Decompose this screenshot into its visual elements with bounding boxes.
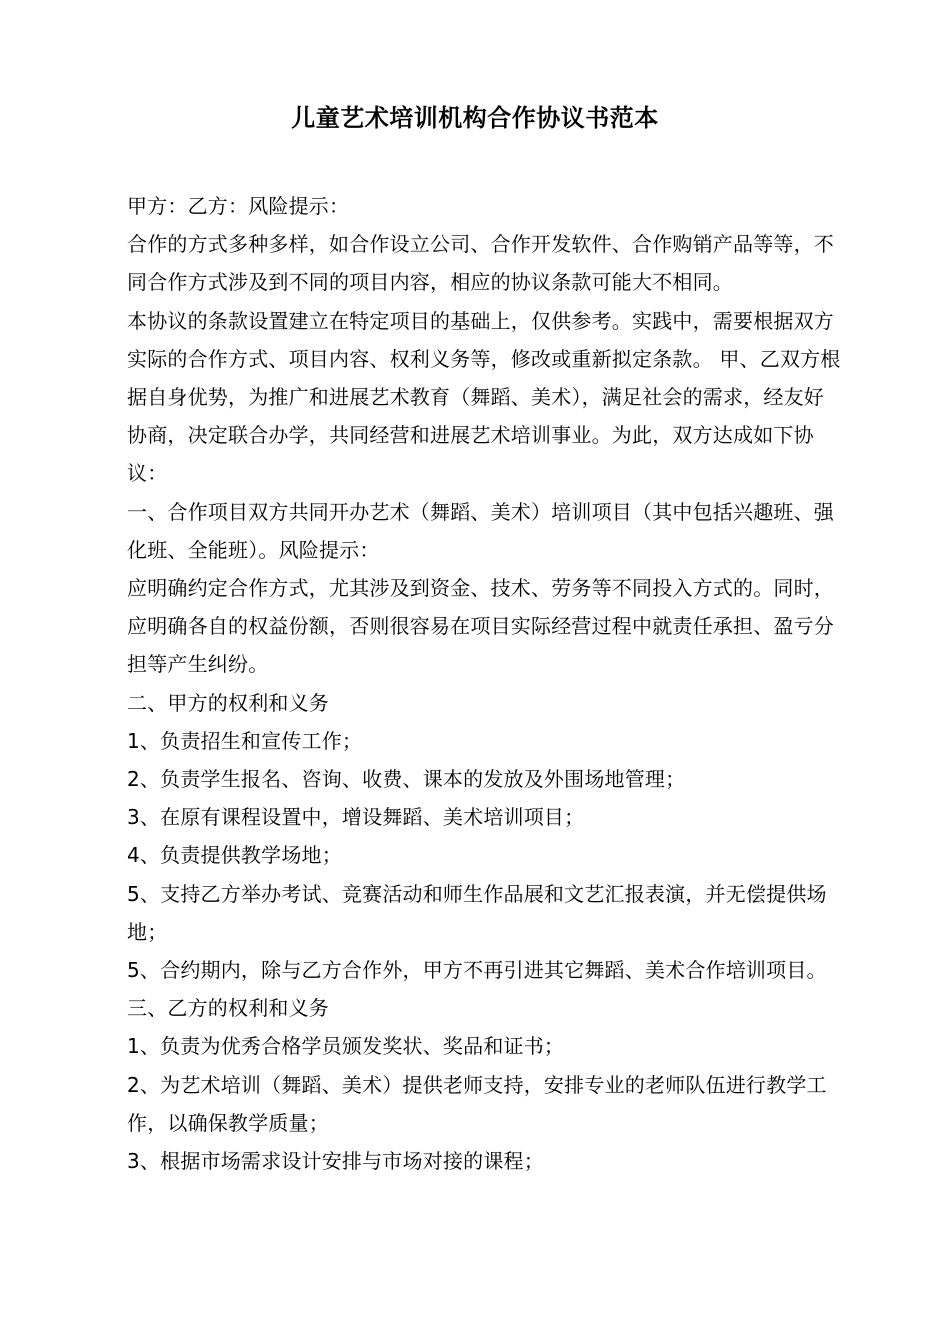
- list-item: 1、负责为优秀合格学员颁发奖状、奖品和证书；: [127, 1034, 565, 1059]
- list-item: 1、负责招生和宣传工作；: [127, 728, 363, 753]
- list-item: 3、根据市场需求设计安排与市场对接的课程；: [127, 1149, 544, 1174]
- list-item: 2、负责学生报名、咨询、收费、课本的发放及外围场地管理；: [127, 767, 686, 792]
- list-item: 5、合约期内，除与乙方合作外，甲方不再引进其它舞蹈、美术合作培训项目。: [127, 958, 827, 983]
- list-item: 2、为艺术培训（舞蹈、美术）提供老师支持，安排专业的老师队伍进行教学工作，以确保教学质量；: [127, 1072, 827, 1135]
- paragraph-section-1: 一、合作项目双方共同开办艺术（舞蹈、美术）培训项目（其中包括兴趣班、强化班、全能班）。风险提示：: [127, 499, 834, 562]
- list-item: 3、在原有课程设置中，增设舞蹈、美术培训项目；: [127, 805, 585, 830]
- section-heading-party-a: 二、甲方的权利和义务: [127, 690, 329, 715]
- paragraph-parties: 甲方：乙方：风险提示：: [127, 194, 350, 218]
- document-body: [127, 187, 842, 1180]
- document-title: 儿童艺术培训机构合作协议书范本: [291, 104, 659, 132]
- paragraph-risk-note: 应明确约定合作方式，尤其涉及到资金、技术、劳务等不同投入方式的。同时，应明确各自的权益份额，否则很容易在项目实际经营过程中就责任承担、盈亏分担等产生纠纷。: [127, 576, 834, 677]
- list-item: 4、负责提供教学场地；: [127, 843, 342, 868]
- paragraph-preamble: 本协议的条款设置建立在特定项目的基础上，仅供参考。实践中，需要根据双方实际的合作方式、项目内容、权利义务等，修改或重新拟定条款。 甲、乙双方根据自身优势，为推广和进展艺术教育（舞蹈、美术），满足社会的需求，经友好协商，决定联合办学，共同经营和进展艺术培训事业。为此，双方达成如下协议：: [127, 308, 841, 486]
- list-item: 5、支持乙方举办考试、竞赛活动和师生作品展和文艺汇报表演，并无偿提供场地；: [127, 881, 827, 944]
- section-heading-party-b: 三、乙方的权利和义务: [127, 996, 329, 1021]
- paragraph-risk-intro: 合作的方式多种多样，如合作设立公司、合作开发软件、合作购销产品等等，不同合作方式涉及到不同的项目内容，相应的协议条款可能大不相同。: [127, 232, 834, 295]
